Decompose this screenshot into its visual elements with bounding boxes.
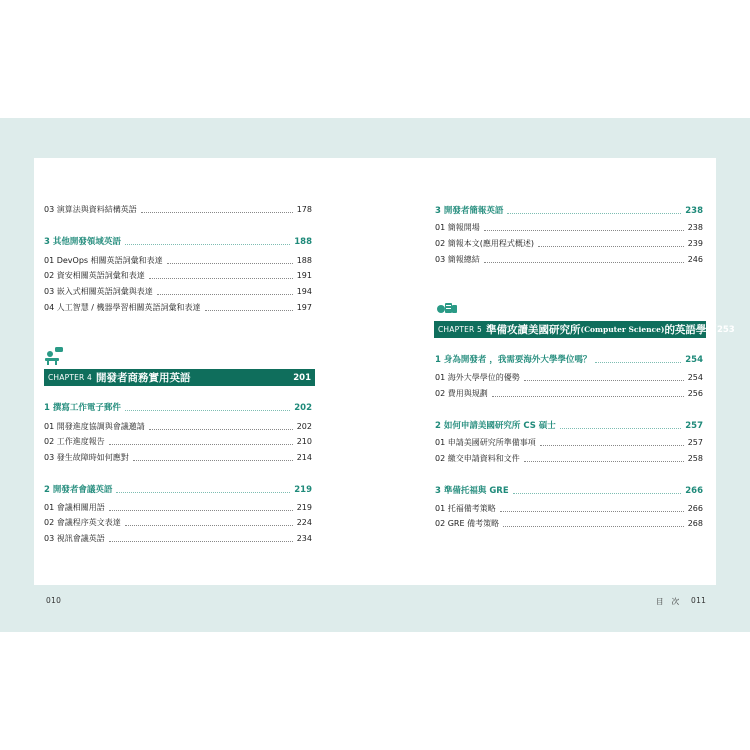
dot-leader [141, 212, 293, 213]
graduation-icon [436, 300, 458, 317]
dot-leader [484, 262, 684, 263]
toc-entry-label: 01 簡報開場 [435, 223, 480, 232]
toc-entry-label: 02 費用與規劃 [435, 389, 488, 398]
dot-leader [595, 362, 681, 363]
dot-leader [125, 244, 290, 245]
toc-entry-label: 03 視訊會議英語 [44, 534, 105, 543]
toc-entry-label: 3 開發者簡報英語 [435, 206, 504, 216]
toc-entry-page: 210 [296, 437, 312, 446]
chapter-4-header [44, 369, 315, 386]
toc-entry-page: 254 [687, 373, 703, 382]
toc-entry-page: 191 [296, 271, 312, 280]
toc-entry-label: 03 發生故障時如何應對 [44, 453, 129, 462]
dot-leader [205, 310, 293, 311]
chapter-5-title: 準備攻讀美國研究所 [486, 324, 581, 336]
toc-entry-label: 02 GRE 備考策略 [435, 519, 500, 528]
toc-entry-page: 202 [296, 422, 312, 431]
toc-entry-label: 01 申請美國研究所準備事項 [435, 438, 536, 447]
toc-entry-label: 02 資安相關英語詞彙和表達 [44, 271, 145, 280]
chapter-5-title-tail: 的英語學習 [664, 324, 717, 336]
toc-entry-page: 266 [685, 486, 703, 496]
toc-entry-label: 2 開發者會議英語 [44, 485, 113, 495]
toc-entry-page: 238 [685, 206, 703, 216]
dot-leader [149, 278, 293, 279]
toc-entry [44, 204, 312, 216]
toc-entry-page: 219 [294, 485, 312, 495]
dot-leader [507, 213, 681, 214]
dot-leader [492, 396, 684, 397]
toc-entry-label: 3 準備托福與 GRE [435, 486, 509, 496]
dot-leader [538, 246, 684, 247]
chapter-5-title-en: (Computer Science) [580, 325, 665, 334]
toc-entry [435, 437, 703, 449]
right-page-number: 011 [691, 596, 707, 605]
dot-leader [503, 526, 684, 527]
toc-entry-label: 01 會議相關用語 [44, 503, 105, 512]
toc-entry [44, 452, 312, 464]
dot-leader [524, 461, 684, 462]
dot-leader [149, 429, 293, 430]
dot-leader [109, 444, 293, 445]
dot-leader [524, 380, 684, 381]
toc-entry-page: 202 [294, 403, 312, 413]
toc-entry-page: 238 [687, 223, 703, 232]
left-page-number: 010 [46, 596, 62, 605]
toc-entry-label: 02 會議程序英文表達 [44, 518, 121, 527]
toc-entry-label: 03 演算法與資料結構英語 [44, 205, 137, 214]
toc-entry [44, 502, 312, 514]
toc-entry [44, 421, 312, 433]
toc-entry-page: 257 [687, 438, 703, 447]
dot-leader [109, 510, 293, 511]
dot-leader [125, 525, 293, 526]
toc-entry-page: 254 [685, 355, 703, 365]
toc-entry [44, 533, 312, 545]
toc-entry-page: 234 [296, 534, 312, 543]
toc-entry-label: 04 人工智慧 / 機器學習相關英語詞彙和表達 [44, 303, 201, 312]
toc-section [44, 236, 312, 248]
dot-leader [125, 410, 290, 411]
toc-entry-label: 03 嵌入式相關英語詞彙與表達 [44, 287, 153, 296]
toc-entry-page: 178 [296, 205, 312, 214]
toc-entry [44, 517, 312, 529]
chapter-4-label: CHAPTER 4 [48, 373, 93, 382]
toc-entry [435, 518, 703, 530]
toc-entry-label: 01 開發進度協調與會議邀請 [44, 422, 145, 431]
toc-section [435, 420, 703, 432]
chapter-5-header [434, 321, 735, 338]
toc-entry [435, 503, 703, 515]
toc-entry-label: 03 簡報總結 [435, 255, 480, 264]
toc-entry-label: 1 身為開發者 ，我需要海外大學學位嗎？ [435, 355, 592, 365]
toc-entry-page: 224 [296, 518, 312, 527]
dot-leader [133, 460, 293, 461]
toc-entry-label: 01 托福備考策略 [435, 504, 496, 513]
toc-entry-page: 188 [294, 237, 312, 247]
toc-entry [44, 436, 312, 448]
toc-entry-page: 219 [296, 503, 312, 512]
dot-leader [157, 294, 293, 295]
toc-section [435, 485, 703, 497]
toc-section [435, 205, 703, 217]
chapter-5-page: 253 [716, 324, 735, 335]
toc-section [435, 354, 703, 366]
dot-leader [167, 263, 293, 264]
toc-entry [435, 372, 703, 384]
toc-entry [44, 286, 312, 298]
dot-leader [560, 428, 681, 429]
toc-entry-page: 268 [687, 519, 703, 528]
toc-entry-label: 3 其他開發領域英語 [44, 237, 121, 247]
toc-entry-page: 197 [296, 303, 312, 312]
toc-entry-page: 266 [687, 504, 703, 513]
right-page-label: 目 次 [656, 597, 680, 606]
toc-entry [44, 302, 312, 314]
toc-entry [435, 388, 703, 400]
toc-entry-page: 246 [687, 255, 703, 264]
toc-entry [44, 270, 312, 282]
dot-leader [500, 511, 684, 512]
toc-entry [435, 453, 703, 465]
dot-leader [540, 445, 684, 446]
toc-entry-page: 214 [296, 453, 312, 462]
toc-entry-page: 257 [685, 421, 703, 431]
toc-entry-page: 188 [296, 256, 312, 265]
dot-leader [116, 492, 290, 493]
toc-entry-page: 239 [687, 239, 703, 248]
toc-entry-page: 194 [296, 287, 312, 296]
toc-entry-label: 01 海外大學學位的優勢 [435, 373, 520, 382]
chapter-4-page: 201 [293, 372, 311, 383]
toc-entry [435, 254, 703, 266]
toc-section [44, 402, 312, 414]
toc-entry [44, 255, 312, 267]
toc-entry-page: 256 [687, 389, 703, 398]
toc-entry [435, 238, 703, 250]
chapter-4-title: 開發者商務實用英語 [96, 372, 191, 384]
dot-leader [109, 541, 293, 542]
toc-section [44, 484, 312, 496]
toc-entry-label: 02 繳交申請資料和文件 [435, 454, 520, 463]
dot-leader [484, 230, 684, 231]
toc-entry-label: 2 如何申請美國研究所 CS 碩士 [435, 421, 556, 431]
chapter-5-label: CHAPTER 5 [438, 325, 483, 334]
dot-leader [513, 493, 682, 494]
toc-entry-label: 1 撰寫工作電子郵件 [44, 403, 121, 413]
toc-entry-label: 02 簡報本文(應用程式概述) [435, 239, 534, 248]
toc-entry-page: 258 [687, 454, 703, 463]
toc-entry-label: 01 DevOps 相關英語詞彙和表達 [44, 256, 163, 265]
toc-entry [435, 222, 703, 234]
toc-entry-label: 02 工作進度報告 [44, 437, 105, 446]
meeting-icon [44, 346, 64, 366]
